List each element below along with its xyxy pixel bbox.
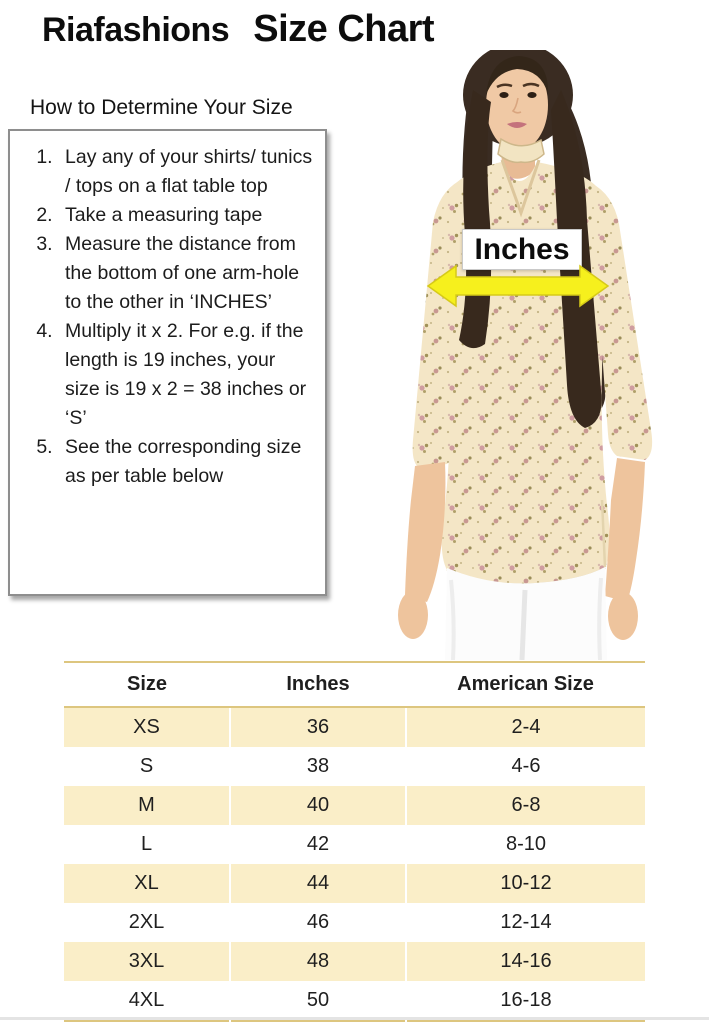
table-row	[64, 903, 645, 942]
table-cell: S	[139, 755, 154, 777]
model-face	[486, 56, 548, 151]
table-cell: 36	[230, 707, 406, 747]
instruction-item: 5. See the corresponding size as per table below	[58, 433, 313, 491]
table-row	[64, 825, 645, 864]
table-row	[64, 942, 645, 981]
table-cell: 6-8	[406, 786, 645, 825]
table-cell: 38	[230, 747, 406, 786]
table-cell: 16-18	[406, 981, 645, 1021]
table-cell: 14-16	[406, 942, 645, 981]
table-row	[64, 707, 645, 747]
column-header: Inches	[230, 662, 406, 707]
table-cell: 40	[230, 786, 406, 825]
table-cell: 12-14	[406, 903, 645, 942]
page-title: Size Chart	[253, 8, 435, 50]
brand-name: Riafashions	[42, 11, 230, 49]
instruction-item: 4. Multiply it x 2. For e.g. if the length is 19 inches, your size is 19 x 2 = 38 inches or ‘S’	[58, 317, 313, 433]
table-cell: 50	[230, 981, 406, 1021]
size-table-body	[64, 707, 645, 1021]
table-cell: 48	[230, 942, 406, 981]
instruction-item: 1. Lay any of your shirts/ tunics / tops on a flat table top	[58, 143, 313, 201]
measurement-arrow-icon	[424, 264, 612, 308]
table-cell: 2-4	[406, 707, 645, 747]
column-header: American Size	[406, 662, 645, 707]
instructions-list	[10, 143, 325, 491]
table-row	[64, 981, 645, 1021]
size-table	[64, 661, 645, 1022]
page-header	[42, 8, 434, 51]
table-cell: 44	[230, 864, 406, 903]
table-cell: M	[138, 794, 155, 816]
table-cell: XL	[134, 872, 159, 894]
measurement-label: Inches	[462, 229, 582, 270]
model-photo	[355, 50, 709, 660]
section-heading: How to Determine Your Size	[30, 96, 293, 119]
table-cell: 2XL	[128, 911, 165, 933]
table-cell: 46	[230, 903, 406, 942]
instruction-item: 2. Take a measuring tape	[58, 201, 313, 230]
instructions-box	[8, 129, 327, 596]
table-cell: 3XL	[128, 950, 165, 972]
bottom-divider	[0, 1017, 709, 1020]
table-cell: L	[140, 833, 153, 855]
table-cell: XS	[133, 716, 160, 738]
table-row	[64, 786, 645, 825]
table-cell: 10-12	[406, 864, 645, 903]
table-cell: 8-10	[406, 825, 645, 864]
table-row	[64, 864, 645, 903]
table-cell: 4-6	[406, 747, 645, 786]
table-row	[64, 747, 645, 786]
table-cell: 42	[230, 825, 406, 864]
instruction-item: 3. Measure the distance from the bottom of one arm-hole to the other in ‘INCHES’	[58, 230, 313, 317]
column-header: Size	[64, 662, 230, 707]
size-table-header-row	[64, 662, 645, 707]
double-arrow-shape	[428, 266, 608, 306]
table-cell: 4XL	[128, 989, 165, 1011]
